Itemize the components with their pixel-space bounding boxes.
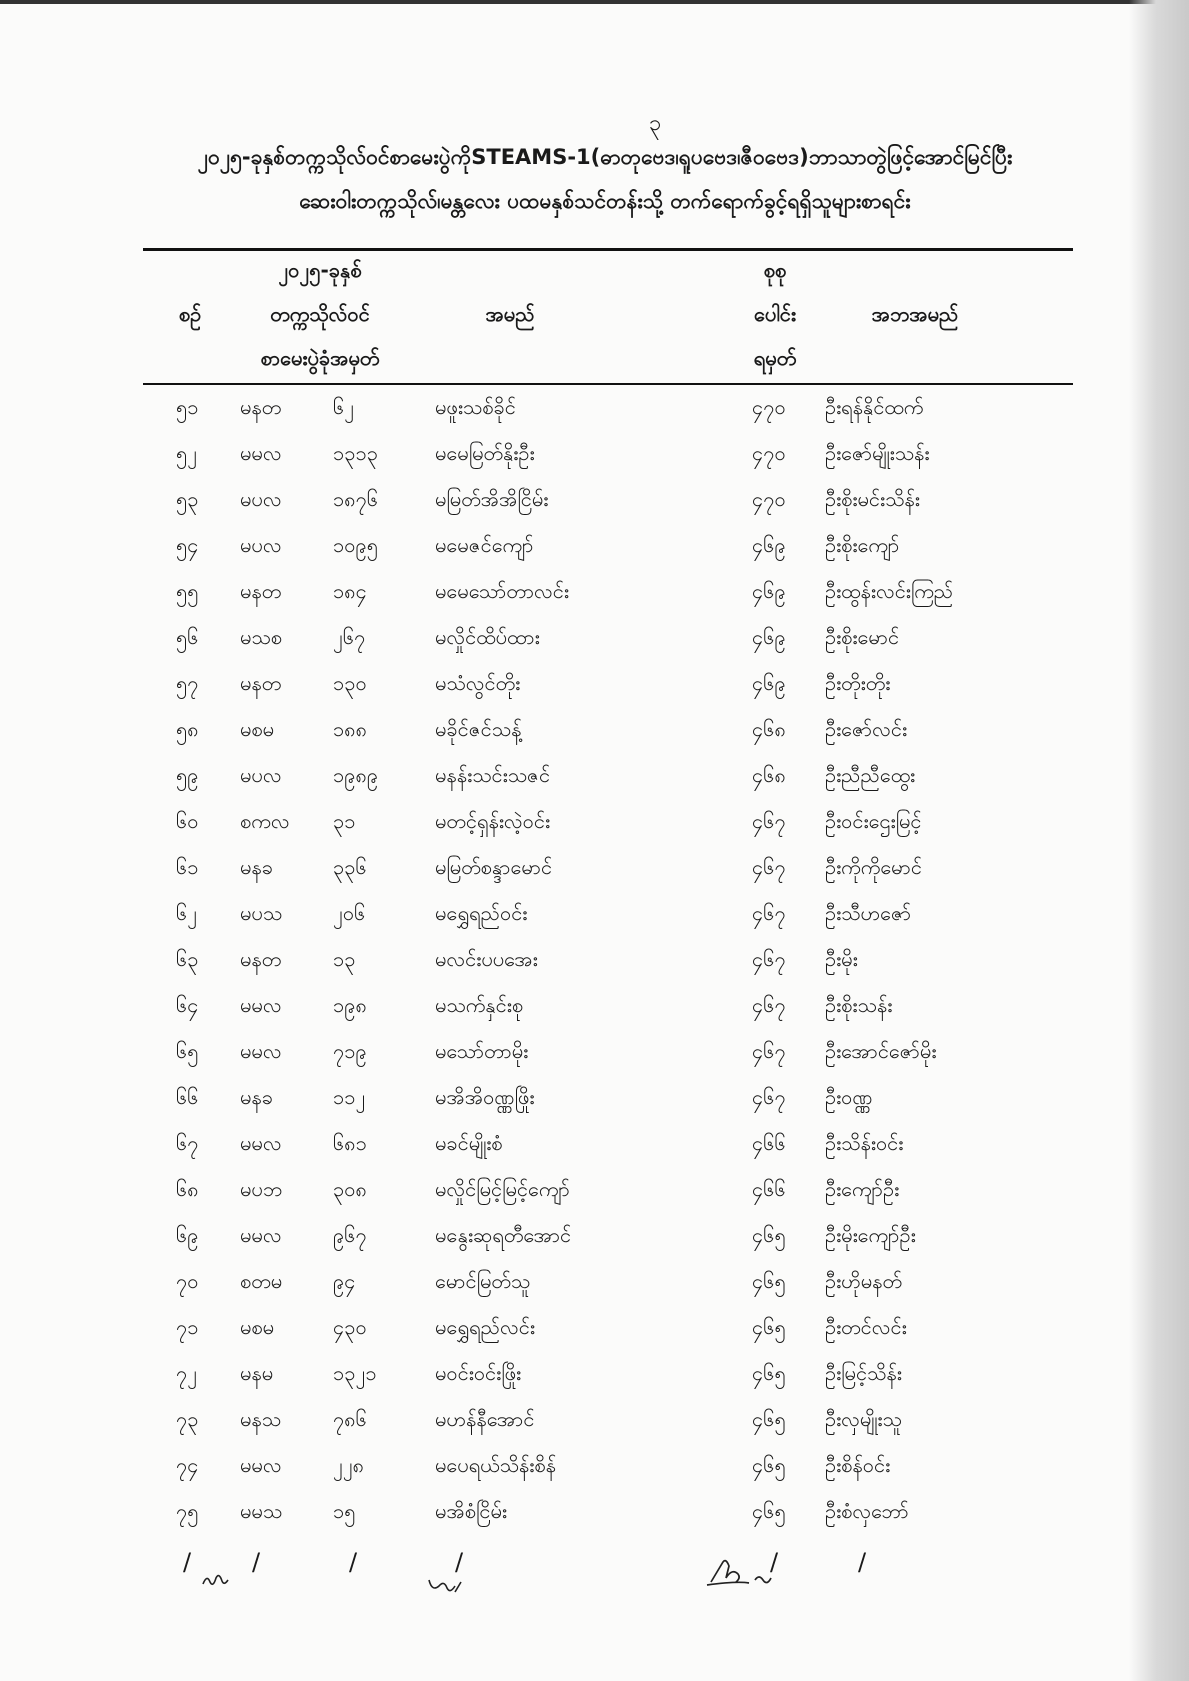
cell-father-name: ဦးသီဟဇော် [825,901,912,925]
table-row [0,1452,1189,1498]
cell-serial-no: ၅၃ [176,487,199,511]
cell-serial-no: ၅၅ [176,579,199,603]
table-row [0,1038,1189,1084]
cell-father-name: ဦးရန်နိုင်ထက် [825,395,924,419]
cell-name: မလင်းပပအေး [435,947,538,971]
cell-roll-prefix: မမလ [240,1039,282,1063]
cell-father-name: ဦးကိုကိုမောင် [825,855,922,879]
initial-signature-1 [200,1568,230,1590]
cell-roll-number: ၄၃၀ [333,1315,367,1339]
cell-roll-prefix: မနတ [240,947,282,971]
cell-total-score: ၄၇၀ [752,487,786,511]
cell-father-name: ဦးမိုး [825,947,858,971]
cell-roll-number: ၂၀၆ [333,901,366,925]
cell-roll-prefix: မပဘ [240,1177,283,1201]
cell-roll-prefix: မနတ [240,395,282,419]
header-roll-line-3: စာမေးပွဲခုံအမှတ် [260,346,380,370]
cell-roll-number: ၃၃၆ [333,855,367,879]
tick-mark: / [349,1548,358,1576]
cell-serial-no: ၆၁ [176,855,199,879]
cell-father-name: ဦးလှမျိုးသူ [825,1407,902,1431]
cell-father-name: ဦးဝင်းဌေးမြင့် [825,809,922,833]
cell-serial-no: ၆၀ [176,809,199,833]
cell-father-name: ဦးမြင့်သိန်း [825,1361,902,1385]
cell-roll-number: ၁၉၈၉ [333,763,379,787]
tick-mark: / [455,1548,464,1576]
cell-total-score: ၄၆၅ [752,1499,786,1523]
cell-total-score: ၄၆၇ [752,993,786,1017]
cell-name: မမေသော်တာလင်း [435,579,569,603]
cell-roll-number: ၁၈၇၆ [333,487,379,511]
cell-roll-number: ၁၈၈ [333,717,368,741]
cell-name: မသံလွင်တိုး [435,671,521,695]
cell-name: မသက်နှင်းစု [435,993,524,1017]
cell-serial-no: ၆၇ [176,1131,199,1155]
table-row [0,716,1189,762]
cell-father-name: ဦးညီညီထွေး [825,763,916,787]
cell-father-name: ဦးဇော်မျိုးသန်း [825,441,930,465]
cell-total-score: ၄၆၇ [752,901,786,925]
cell-roll-prefix: မမလ [240,1131,282,1155]
cell-roll-number: ၁၃ [333,947,356,971]
cell-serial-no: ၇၅ [176,1499,199,1523]
cell-serial-no: ၆၂ [176,901,198,925]
header-score-line-2: ပေါင်း [754,302,796,326]
table-row [0,854,1189,900]
cell-total-score: ၄၆၉ [752,579,786,603]
cell-serial-no: ၅၁ [176,395,199,419]
cell-total-score: ၄၆၅ [752,1269,786,1293]
cell-father-name: ဦးစိုးမောင် [825,625,900,649]
cell-roll-prefix: မနတ [240,671,282,695]
cell-total-score: ၄၆၇ [752,809,786,833]
header-serial-no: စဉ် [178,302,202,326]
cell-father-name: ဦးစံလှဘော် [825,1499,909,1523]
table-row [0,1222,1189,1268]
initial-signature-3 [705,1552,780,1592]
cell-serial-no: ၆၅ [176,1039,199,1063]
cell-total-score: ၄၆၈ [752,763,786,787]
table-row [0,762,1189,808]
cell-total-score: ၄၆၇ [752,1039,786,1063]
cell-roll-number: ၇၈၆ [333,1407,367,1431]
cell-roll-prefix: မမလ [240,1223,282,1247]
cell-serial-no: ၇၀ [176,1269,199,1293]
cell-serial-no: ၆၃ [176,947,199,971]
cell-name: မပေရယ်သိန်းစိန် [435,1453,556,1477]
cell-name: မမြတ်အိအိငြိမ်း [435,487,549,511]
cell-father-name: ဦးဝဏ္ဏ [825,1085,873,1109]
header-score-line-1: စုစု [763,258,787,282]
cell-serial-no: ၅၉ [176,763,199,787]
cell-roll-prefix: စတမ [240,1269,283,1293]
cell-total-score: ၄၆၅ [752,1361,786,1385]
table-row [0,1406,1189,1452]
cell-total-score: ၄၆၅ [752,1223,786,1247]
table-row [0,670,1189,716]
cell-name: မခင်မျိုးစံ [435,1131,503,1155]
cell-serial-no: ၅၂ [176,441,198,465]
cell-name: မရွှေရည်ဝင်း [435,901,528,925]
header-score-line-3: ရမှတ် [753,346,797,370]
cell-roll-number: ၁၅ [333,1499,356,1523]
cell-serial-no: ၆၄ [176,993,199,1017]
table-row [0,946,1189,992]
table-row [0,532,1189,578]
cell-father-name: ဦးကျော်ဦး [825,1177,900,1201]
cell-roll-prefix: မနခ [240,1085,274,1109]
table-row [0,992,1189,1038]
cell-father-name: ဦးဇော်လင်း [825,717,908,741]
cell-roll-prefix: မပလ [240,487,282,511]
cell-roll-number: ၁၉၈ [333,993,367,1017]
cell-serial-no: ၅၄ [176,533,199,557]
cell-name: မလှိုင်ထိပ်ထား [435,625,540,649]
cell-roll-number: ၁၃၁၃ [333,441,378,465]
cell-roll-number: ၁၀၉၅ [333,533,378,557]
header-father-name: အဘအမည် [871,302,959,326]
cell-serial-no: ၅၆ [176,625,199,649]
cell-name: မဟန်နီအောင် [435,1407,535,1431]
page-number: ၃ [648,111,662,136]
table-row [0,1176,1189,1222]
cell-roll-prefix: မနမ [240,1361,274,1385]
tick-mark: / [770,1548,779,1576]
cell-roll-prefix: မမသ [240,1499,283,1523]
cell-roll-number: ၁၈၄ [333,579,367,603]
cell-name: မသော်တာမိုး [435,1039,529,1063]
cell-father-name: ဦးတိုးတိုး [825,671,891,695]
cell-roll-number: ၃၀၈ [333,1177,367,1201]
cell-roll-number: ၁၁၂ [333,1085,366,1109]
cell-name: မမေဇင်ကျော် [435,533,534,557]
cell-total-score: ၄၆၇ [752,855,786,879]
cell-father-name: ဦးစိုးသန်း [825,993,893,1017]
cell-father-name: ဦးစိုးမင်းသိန်း [825,487,920,511]
cell-total-score: ၄၆၆ [752,1177,786,1201]
cell-father-name: ဦးစိုးကျော် [825,533,900,557]
cell-name: မရွှေရည်လင်း [435,1315,535,1339]
cell-roll-number: ၆၂ [333,395,355,419]
document-title-line-1: ၂၀၂၅-ခုနှစ်တက္ကသိုလ်ဝင်စာမေးပွဲကိုSTEAMS-1(ဓာတုဗေဒ၊ရူပဗေဒ၊ဇီဝဗေဒ)ဘာသာတွဲဖြင့်အောင်မြင်ပြီး [197,145,1013,169]
cell-roll-prefix: မမလ [240,993,282,1017]
cell-serial-no: ၆၈ [176,1177,199,1201]
cell-roll-prefix: မနတ [240,579,282,603]
cell-father-name: ဦးထွန်းလင်းကြည် [825,579,954,603]
header-name: အမည် [485,302,535,326]
cell-total-score: ၄၆၉ [752,671,786,695]
cell-serial-no: ၇၃ [176,1407,199,1431]
cell-roll-number: ၉၆၇ [333,1223,367,1247]
document-title-line-2: ဆေးဝါးတက္ကသိုလ်၊မန္တလေး ပထမနှစ်သင်တန်းသို့ တက်ရောက်ခွင့်ရရှိသူများစာရင်း [299,189,911,213]
cell-name: မောင်မြတ်သူ [435,1269,531,1293]
tick-mark: / [183,1548,192,1576]
table-row [0,486,1189,532]
header-roll-line-2: တက္ကသိုလ်ဝင် [270,302,370,326]
cell-name: မနန်းသင်းသဇင် [435,763,551,787]
cell-name: မလှိုင်မြင့်မြင့်ကျော် [435,1177,570,1201]
cell-name: မအိအိဝဏ္ဏဖြိုး [435,1085,535,1109]
cell-roll-number: ၇၁၉ [333,1039,367,1063]
table-row [0,1498,1189,1544]
cell-name: မဖူးသစ်ခိုင် [435,395,516,419]
cell-serial-no: ၇၄ [176,1453,199,1477]
table-row [0,578,1189,624]
cell-father-name: ဦးစိန်ဝင်း [825,1453,891,1477]
cell-roll-prefix: မပလ [240,533,282,557]
cell-roll-prefix: မပလ [240,763,282,787]
cell-serial-no: ၇၂ [176,1361,198,1385]
cell-serial-no: ၆၉ [176,1223,199,1247]
table-header-rule [143,383,1073,385]
initial-signature-2 [425,1568,465,1598]
table-row [0,808,1189,854]
tick-mark: / [252,1548,261,1576]
header-roll-line-1: ၂၀၂၅-ခုနှစ် [278,258,362,282]
cell-roll-number: ၉၄ [333,1269,356,1293]
tick-mark: / [858,1548,867,1576]
cell-total-score: ၄၆၅ [752,1453,786,1477]
cell-name: မနွေးဆုရတီအောင် [435,1223,572,1247]
cell-serial-no: ၅၇ [176,671,199,695]
table-row [0,1360,1189,1406]
table-row [0,1268,1189,1314]
cell-roll-prefix: မစမ [240,717,275,741]
cell-total-score: ၄၆၆ [752,1131,786,1155]
cell-serial-no: ၆၆ [176,1085,199,1109]
cell-total-score: ၄၆၇ [752,947,786,971]
cell-roll-prefix: မပသ [240,901,283,925]
table-row [0,624,1189,670]
cell-name: မတင့်ရှန်းလဲ့ဝင်း [435,809,551,833]
cell-total-score: ၄၆၇ [752,1085,786,1109]
page-top-edge [0,0,1189,4]
table-row [0,394,1189,440]
table-row [0,440,1189,486]
cell-father-name: ဦးအောင်ဇော်မိုး [825,1039,937,1063]
cell-total-score: ၄၆၅ [752,1315,786,1339]
cell-roll-prefix: မနသ [240,1407,282,1431]
table-row [0,1314,1189,1360]
cell-father-name: ဦးသိန်းဝင်း [825,1131,904,1155]
cell-name: မမြတ်စန္ဒာမောင် [435,855,553,879]
cell-roll-number: ၁၃၀ [333,671,367,695]
cell-roll-prefix: မသစ [240,625,283,649]
cell-roll-prefix: မမလ [240,441,282,465]
cell-roll-prefix: မနခ [240,855,274,879]
cell-father-name: ဦးမိုးကျော်ဦး [825,1223,916,1247]
cell-name: မမေမြတ်နိုးဦး [435,441,535,465]
cell-roll-prefix: စကလ [240,809,290,833]
cell-roll-number: ၆၈၁ [333,1131,367,1155]
table-row [0,900,1189,946]
cell-roll-number: ၁၃၂၁ [333,1361,377,1385]
cell-total-score: ၄၇၀ [752,395,786,419]
cell-name: မခိုင်ဇင်သန့် [435,717,522,741]
cell-father-name: ဦးတင်လင်း [825,1315,907,1339]
cell-total-score: ၄၆၉ [752,533,786,557]
cell-roll-number: ၂၆၇ [333,625,366,649]
cell-name: မအိစံငြိမ်း [435,1499,507,1523]
cell-name: မဝင်းဝင်းဖြိုး [435,1361,522,1385]
cell-roll-prefix: မမလ [240,1453,282,1477]
cell-father-name: ဦးဟိုမနတ် [825,1269,902,1293]
cell-total-score: ၄၆၅ [752,1407,786,1431]
cell-serial-no: ၅၈ [176,717,199,741]
cell-total-score: ၄၆၉ [752,625,786,649]
cell-serial-no: ၇၁ [176,1315,199,1339]
table-row [0,1084,1189,1130]
cell-roll-number: ၂၂၈ [333,1453,365,1477]
cell-total-score: ၄၆၈ [752,717,786,741]
cell-roll-prefix: မစမ [240,1315,275,1339]
cell-total-score: ၄၇၀ [752,441,786,465]
cell-roll-number: ၃၁ [333,809,356,833]
table-row [0,1130,1189,1176]
